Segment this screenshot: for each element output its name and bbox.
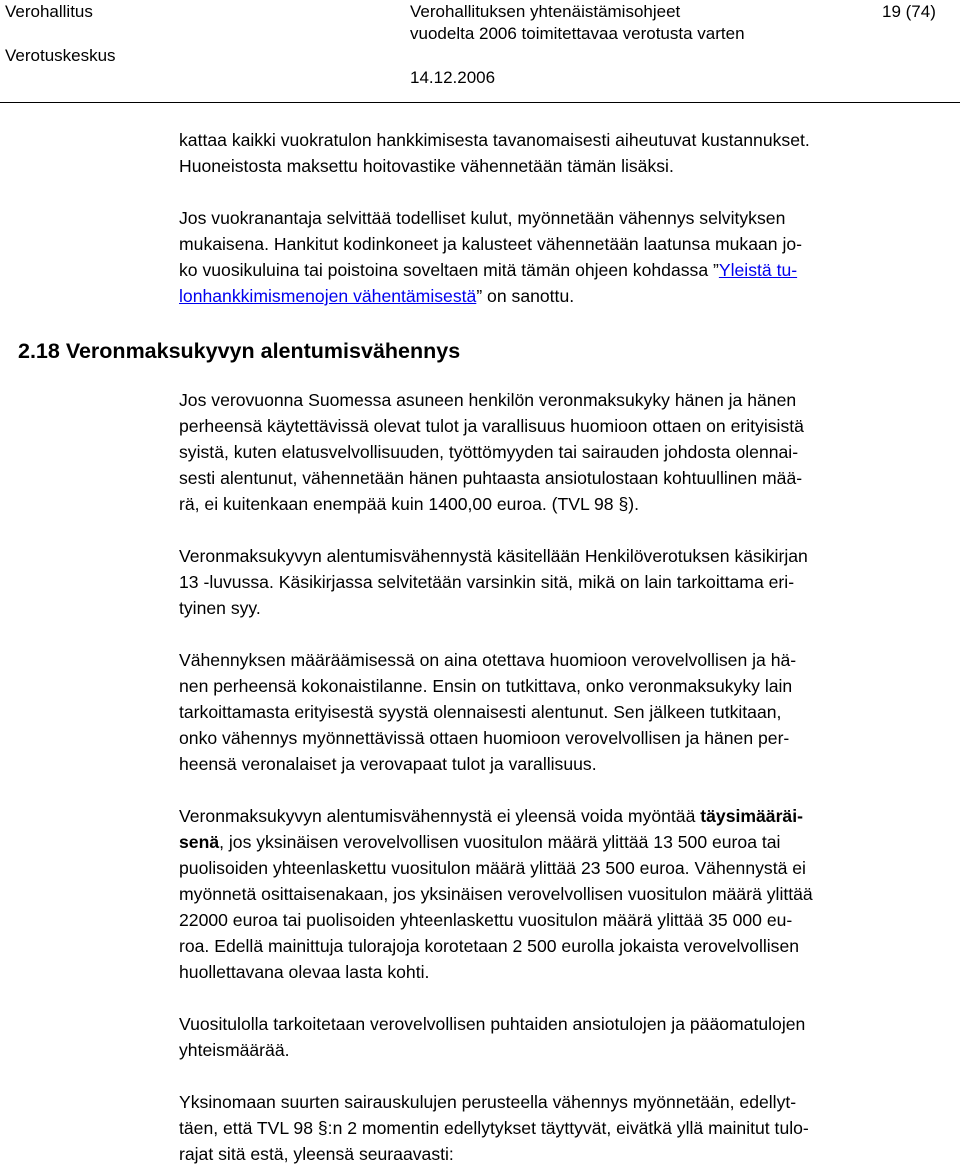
header-unit: Verotuskeskus (5, 46, 116, 65)
text-line: tyinen syy. (179, 598, 261, 618)
link-general-deductions[interactable]: Yleistä tu- (718, 260, 798, 280)
paragraph-4 (179, 803, 955, 985)
paragraph-1 (179, 387, 955, 517)
text-line: ” on sanottu. (476, 286, 575, 306)
text-line: yhteismäärää. (179, 1040, 290, 1060)
intro-paragraph-2 (179, 205, 955, 309)
header-org: Verohallitus (5, 2, 93, 21)
text-line: 22000 euroa tai puolisoiden yhteenlaskettu vuositulon määrä ylittää 35 000 eu- (179, 910, 793, 930)
text-line: tarkoittamasta erityisestä syystä olennaisesti alentunut. Sen jälkeen tutkitaan, (179, 702, 782, 722)
link-general-deductions-cont[interactable]: lonhankkimismenojen vähentämisestä (179, 286, 477, 306)
header-page-number: 19 (74) (882, 2, 936, 21)
paragraph-5 (179, 1011, 955, 1063)
section-spacer (179, 309, 955, 387)
text-line: Vuositulolla tarkoitetaan verovelvollisen puhtaiden ansiotulojen ja pääomatulojen (179, 1014, 806, 1034)
section-heading: 2.18 Veronmaksukyvyn alentumisvähennys (18, 339, 461, 363)
text-line: nen perheensä kokonaistilanne. Ensin on tutkittava, onko veronmaksukyky lain (179, 676, 793, 696)
text-line: heensä veronalaiset ja verovapaat tulot ja varallisuus. (179, 754, 597, 774)
text-line: Veronmaksukyvyn alentumisvähennystä ei yleensä voida myöntää (179, 806, 701, 826)
text-line: , jos yksinäisen verovelvollisen vuositulon määrä ylittää 13 500 euroa tai (219, 832, 781, 852)
text-line: sesti alentunut, vähennetään hänen puhtaasta ansiotulostaan kohtuullinen mää- (179, 468, 803, 488)
text-line: perheensä käytettävissä olevat tulot ja varallisuus huomioon ottaen on erityisistä (179, 416, 804, 436)
text-line: ko vuosikuluina tai poistoina soveltaen mitä tämän ohjeen kohdassa ” (179, 260, 719, 280)
bold-text: senä (179, 832, 220, 852)
text-line: myönnetä osittaisenakaan, jos yksinäisen verovelvollisen vuositulon määrä ylittää (179, 884, 813, 904)
text-line: Huoneistosta maksettu hoitovastike vähennetään tämän lisäksi. (179, 156, 674, 176)
text-line: roa. Edellä mainittuja tulorajoja korotetaan 2 500 eurolla jokaista verovelvollisen (179, 936, 800, 956)
text-line: Veronmaksukyvyn alentumisvähennystä käsitellään Henkilöverotuksen käsikirjan (179, 546, 808, 566)
text-line: syistä, kuten elatusvelvollisuuden, työttömyyden tai sairauden johdosta olennai- (179, 442, 799, 462)
text-line: Yksinomaan suurten sairauskulujen perusteella vähennys myönnetään, edellyt- (179, 1092, 797, 1112)
text-line: rä, ei kuitenkaan enempää kuin 1400,00 euroa. (TVL 98 §). (179, 494, 640, 514)
text-line: huollettavana olevaa lasta kohti. (179, 962, 430, 982)
text-line: Jos verovuonna Suomessa asuneen henkilön veronmaksukyky hänen ja hänen (179, 390, 797, 410)
header-title-line2: vuodelta 2006 toimitettavaa verotusta varten (410, 24, 745, 43)
text-line: mukaisena. Hankitut kodinkoneet ja kalusteet vähennetään laatunsa mukaan jo- (179, 234, 803, 254)
text-line: puolisoiden yhteenlaskettu vuositulon määrä ylittää 23 500 euroa. Vähennystä ei (179, 858, 806, 878)
text-line: Vähennyksen määräämisessä on aina otettava huomioon verovelvollisen ja hä- (179, 650, 797, 670)
bold-text: täysimääräi- (700, 806, 803, 826)
text-line: täen, että TVL 98 §:n 2 momentin edellytykset täyttyvät, eivätkä yllä mainitut tulo- (179, 1118, 809, 1138)
document-body (179, 127, 955, 1167)
header-title-line1: Verohallituksen yhtenäistämisohjeet (410, 2, 681, 21)
page-header (0, 0, 960, 103)
text-line: kattaa kaikki vuokratulon hankkimisesta tavanomaisesti aiheutuvat kustannukset. (179, 130, 810, 150)
text-line: Jos vuokranantaja selvittää todelliset kulut, myönnetään vähennys selvityksen (179, 208, 786, 228)
header-date: 14.12.2006 (410, 68, 496, 87)
text-line: rajat sitä estä, yleensä seuraavasti: (179, 1144, 454, 1164)
paragraph-3 (179, 647, 955, 777)
intro-paragraph-1 (179, 127, 955, 179)
paragraph-2 (179, 543, 955, 621)
paragraph-6 (179, 1089, 955, 1167)
text-line: onko vähennys myönnettävissä ottaen huomioon verovelvollisen ja hänen per- (179, 728, 790, 748)
text-line: 13 -luvussa. Käsikirjassa selvitetään varsinkin sitä, mikä on lain tarkoittama eri- (179, 572, 795, 592)
